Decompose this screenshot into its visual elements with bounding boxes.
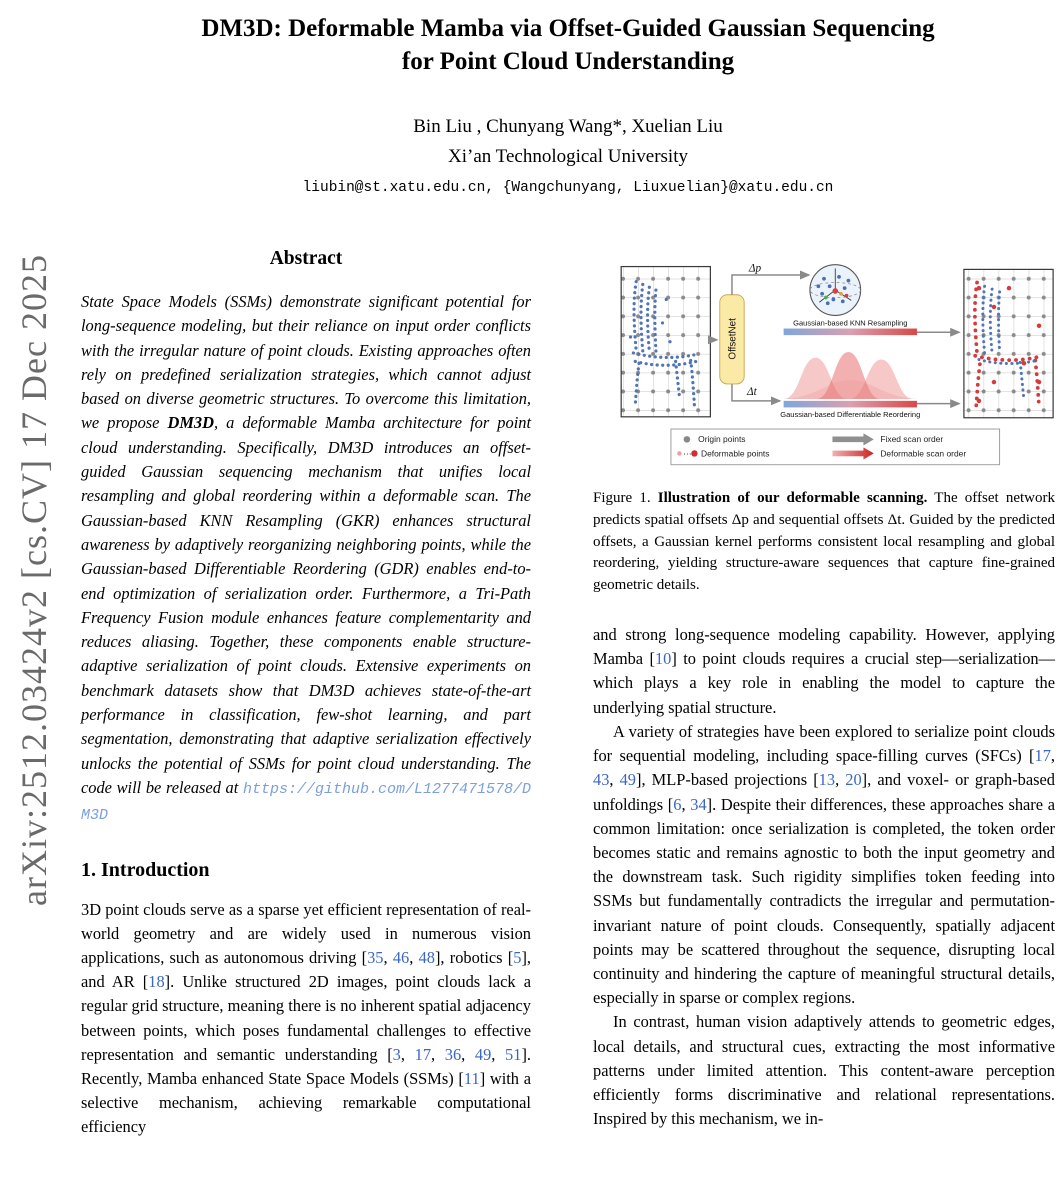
citation-link[interactable]: 3	[392, 1044, 401, 1064]
origin-point-swatch	[684, 436, 691, 443]
figure-1	[593, 260, 1055, 597]
paper-title	[81, 12, 1055, 78]
citation-link[interactable]: 17	[414, 1044, 432, 1064]
gdr-gradient-bar	[784, 401, 917, 408]
citation-link[interactable]: 5	[513, 947, 522, 967]
citation-link[interactable]: 34	[690, 794, 707, 814]
author-block	[81, 112, 1055, 172]
body-paragraph-2: A variety of strategies have been explored to serialize point clouds for sequential modeling, including space-filling curves (SFCs) [17, 43, 49], MLP-based projections [13, 20], and voxel- or graph-based unfoldings [6, 34]. Despite their differences, these approaches share a common limitation: once serialization is completed, the token order becomes static and remains agnostic to both the input geometry and the downstream task. Such rigidity simplifies token feeding into SSMs but fundamentally contradicts the irregular and permutation-invariant nature of point clouds. Consequently, spatially adjacent points may be scattered throughout the sequence, disrupting local continuity and hindering the capture of meaningful structural details, especially in sparse or complex regions.	[593, 721, 1055, 1008]
citation-link[interactable]: 36	[444, 1044, 462, 1064]
delta-t-label: Δt	[747, 386, 757, 399]
two-column-body	[81, 248, 1055, 1140]
citation-link[interactable]: 49	[474, 1044, 492, 1064]
code-url-link[interactable]: https://github.com/L1277471578/DM3D	[81, 780, 531, 825]
citation-link[interactable]: 35	[367, 947, 384, 967]
citation-link[interactable]: 20	[845, 770, 862, 790]
body-paragraph-3: In contrast, human vision adaptively attends to geometric edges, local details, and structural cues, extracting the most informative patterns under limited attention. This content-aware perception efficiently forms discriminative and relational representations. Inspired by this mechanism, we in-	[593, 1012, 1055, 1129]
delta-p-label: Δp	[748, 262, 762, 275]
arxiv-watermark: arXiv:2512.03424v2 [cs.CV] 17 Dec 2025	[14, 254, 54, 906]
deformable-point-swatch-light	[677, 451, 682, 456]
section-heading-introduction: 1. Introduction	[81, 858, 210, 881]
gaussian-curves	[784, 352, 917, 399]
gaussian-sphere	[810, 265, 861, 316]
offsetnet-box	[720, 295, 744, 384]
citation-link[interactable]: 10	[654, 649, 672, 669]
figure-legend	[671, 429, 1000, 465]
title-line-1: DM3D: Deformable Mamba via Offset-Guided Gaussian Sequencing	[201, 15, 935, 42]
offsetnet-label: OffsetNet	[727, 318, 739, 360]
gdr-label: Gaussian-based Differentiable Reordering	[780, 409, 921, 419]
citation-link[interactable]: 46	[392, 947, 410, 967]
gkr-module	[784, 319, 917, 335]
citation-link[interactable]: 11	[463, 1068, 480, 1088]
legend-origin-label: Origin points	[698, 434, 746, 445]
right-column	[593, 248, 1055, 1140]
gkr-gradient-bar	[784, 329, 917, 336]
legend-deform-order-label: Deformable scan order	[880, 448, 967, 459]
deformable-point-swatch	[691, 450, 697, 456]
citation-link[interactable]: 43	[593, 770, 610, 790]
abstract-text: State Space Models (SSMs) demonstrate significant potential for long-sequence modeling, but their reliance on input order conflicts with the irregular nature of point clouds. Existing approaches often rely on predefined serialization strategies, which cannot adjust based on diverse geometric structures. To overcome this limitation, we propose DM3D, a deformable Mamba architecture for point cloud understanding. Specifically, DM3D introduces an offset-guided Gaussian sequencing mechanism that unifies local resampling and global reordering within a deformable scan. The Gaussian-based KNN Resampling (GKR) enhances structural awareness by adaptively reorganizing neighboring points, while the Gaussian-based Differentiable Reordering (GDR) enables end-to-end optimization of serialization order. Furthermore, a Tri-Path Frequency Fusion module enhances feature complementarity and reduces aliasing. Together, these components enable structure-adaptive serialization of point clouds. Extensive experiments on benchmark datasets show that DM3D achieves state-of-the-art performance in classification, few-shot learning, and part segmentation, demonstrating that adaptive serialization effectively unlocks the potential of SSMs for point cloud understanding. The code will be released at https://github.com/L1277471578/DM3D	[81, 292, 531, 825]
abstract-heading: Abstract	[269, 248, 343, 269]
author-emails: liubin@st.xatu.edu.cn, {Wangchunyang, Liuxuelian}@xatu.edu.cn	[302, 180, 834, 196]
citation-link[interactable]: 13	[818, 770, 836, 790]
legend-fixed-label: Fixed scan order	[880, 434, 944, 445]
figure-1-graphic	[593, 260, 1055, 474]
citation-link[interactable]: 18	[148, 972, 165, 992]
citation-link[interactable]: 51	[505, 1044, 522, 1064]
right-point-panel	[964, 269, 1053, 417]
gkr-label: Gaussian-based KNN Resampling	[793, 318, 908, 328]
figure-1-caption: Figure 1. Illustration of our deformable scanning. The offset network predicts spatial offsets Δp and sequential offsets Δt. Guided by the predicted offsets, a Gaussian kernel performs consistent local resampling and global reordering, yielding structure-aware sequences that capture fine-grained geometric details.	[593, 490, 1055, 594]
left-column	[81, 248, 531, 1140]
right-column-text	[593, 623, 1055, 1131]
citation-link[interactable]: 17	[1034, 746, 1051, 766]
citation-link[interactable]: 6	[673, 794, 682, 814]
citation-link[interactable]: 48	[418, 947, 435, 967]
intro-paragraph: 3D point clouds serve as a sparse yet efficient representation of real-world geometry and are widely used in numerous vision applications, such as autonomous driving [35, 46, 48], robotics [5], and AR [18]. Unlike structured 2D images, point clouds lack a regular grid structure, meaning there is no inherent spatial adjacency between points, which poses fundamental challenges to effective representation and semantic understanding [3, 17, 36, 49, 51]. Recently, Mamba enhanced State Space Models (SSMs) [11] with a selective mechanism, achieving remarkable computational efficiency	[81, 899, 532, 1137]
left-point-panel	[621, 267, 710, 417]
legend-deformable-label: Deformable points	[700, 448, 770, 459]
body-paragraph-1: and strong long-sequence modeling capability. However, applying Mamba [10] to point clouds requires a crucial step—serialization—which plays a key role in enabling the model to capture the underlying spatial structure.	[593, 625, 1056, 717]
citation-link[interactable]: 49	[619, 770, 636, 790]
legend-dots: ⋯	[683, 448, 692, 459]
gdr-module	[780, 401, 920, 419]
affiliation: Xi’an Technological University	[448, 146, 688, 167]
title-line-2: for Point Cloud Understanding	[401, 48, 735, 75]
author-names: Bin Liu , Chunyang Wang*, Xuelian Liu	[413, 116, 723, 137]
